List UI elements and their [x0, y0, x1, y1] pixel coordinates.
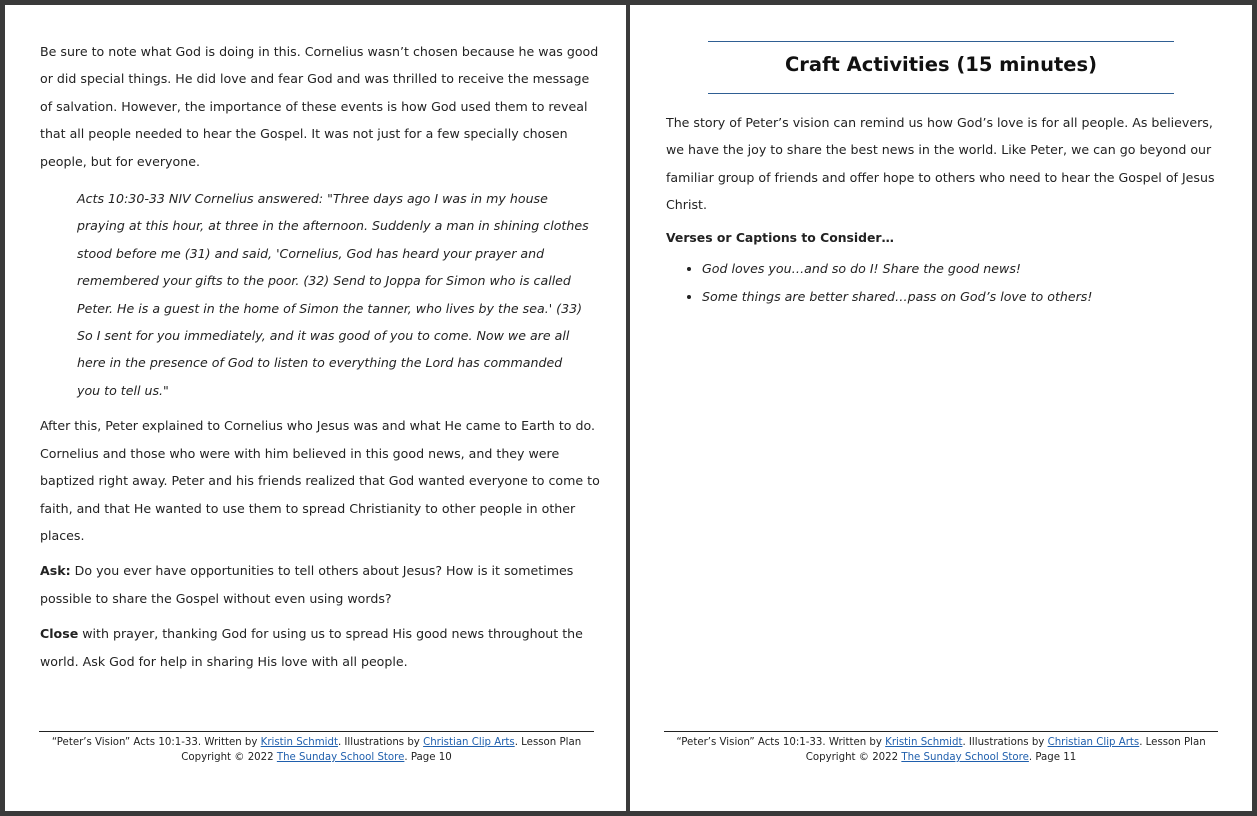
close-label: Close — [40, 626, 79, 642]
footer-mid: . Illustrations by — [337, 737, 424, 748]
heading-rule-bottom — [708, 93, 1174, 94]
page-left — [5, 5, 626, 811]
author-link[interactable]: Kristin Schmidt — [885, 737, 963, 748]
store-link[interactable]: The Sunday School Store — [276, 752, 405, 763]
footer-credit-line — [664, 735, 1218, 750]
author-link[interactable]: Kristin Schmidt — [260, 737, 338, 748]
footer-suffix: . Lesson Plan — [514, 737, 582, 748]
footer-copyright-line — [39, 750, 594, 765]
captions-subheading: Verses or Captions to Consider… — [666, 229, 894, 245]
illustrator-link[interactable]: Christian Clip Arts — [423, 737, 515, 748]
close-text: with prayer, thanking God for using us to spread His good news throughout the world. Ask God for help in sharing His love with all people. — [40, 626, 583, 669]
store-link[interactable]: The Sunday School Store — [901, 752, 1029, 763]
explanation-paragraph: After this, Peter explained to Cornelius who Jesus was and what He came to Earth to do. Cornelius and those who were with him believed in this good news, and they were baptized right away. Peter and his friends realized that God wanted everyone to come to faith, and that He wanted to use them to spread Christianity to other people in other places. — [40, 418, 600, 543]
list-item: • God loves you…and so do I! Share the good news! — [702, 255, 1226, 283]
list-item: • Some things are better shared…pass on God’s love to others! — [702, 283, 1226, 311]
scripture-quote: Acts 10:30-33 NIV Cornelius answered: "Three days ago I was in my house praying at this hour, at three in the afternoon. Suddenly a man in shining clothes stood before me (31) and said, 'Cornelius, God has heard your prayer and remembered your gifts to the poor. (32) Send to Joppa for Simon who is called Peter. He is a guest in the home of Simon the tanner, who lives by the sea.' (33) So I sent for you immediately, and it was good of you to come. Now we are all here in the presence of God to listen to everything the Lord has commanded you to tell us." — [77, 191, 589, 398]
page-number: . Page 10 — [404, 752, 452, 763]
illustrator-link[interactable]: Christian Clip Arts — [1047, 737, 1140, 748]
footer-mid: . Illustrations by — [962, 737, 1048, 748]
intro-paragraph: Be sure to note what God is doing in this. Cornelius wasn’t chosen because he was good or did special things. He did love and fear God and was thrilled to receive the message of salvation. However, the importance of these events is how God used them to reveal that all people needed to hear the Gospel. It was not just for a few specially chosen people, but for everyone. — [40, 44, 599, 169]
heading-rule-top — [708, 41, 1174, 42]
footer-copyright: Copyright © 2022 — [181, 752, 277, 763]
ask-text: Do you ever have opportunities to tell others about Jesus? How is it sometimes possible to share the Gospel without even using words? — [40, 563, 574, 606]
footer-prefix: “Peter’s Vision” Acts 10:1-33. Written by — [676, 737, 886, 748]
footer-copyright: Copyright © 2022 — [805, 752, 902, 763]
section-heading: Craft Activities (15 minutes) — [784, 53, 1098, 76]
captions-list — [666, 255, 1226, 311]
page-footer-left — [39, 731, 594, 765]
page-number: . Page 11 — [1028, 752, 1077, 763]
footer-suffix: . Lesson Plan — [1139, 737, 1206, 748]
page-left-content — [40, 38, 600, 675]
page-right — [630, 5, 1252, 811]
close-paragraph — [40, 620, 600, 675]
footer-copyright-line — [664, 750, 1218, 765]
ask-paragraph — [40, 557, 600, 612]
ask-label: Ask: — [40, 563, 71, 579]
craft-intro-paragraph: The story of Peter’s vision can remind us how God’s love is for all people. As believers, we have the joy to share the best news in the world. Like Peter, we can go beyond our familiar group of friends and offer hope to others who need to hear the Gospel of Jesus Christ. — [666, 115, 1215, 213]
footer-prefix: “Peter’s Vision” Acts 10:1-33. Written by — [51, 737, 261, 748]
footer-credit-line — [39, 735, 594, 750]
page-footer-right — [664, 731, 1218, 765]
page-right-content — [666, 109, 1226, 311]
